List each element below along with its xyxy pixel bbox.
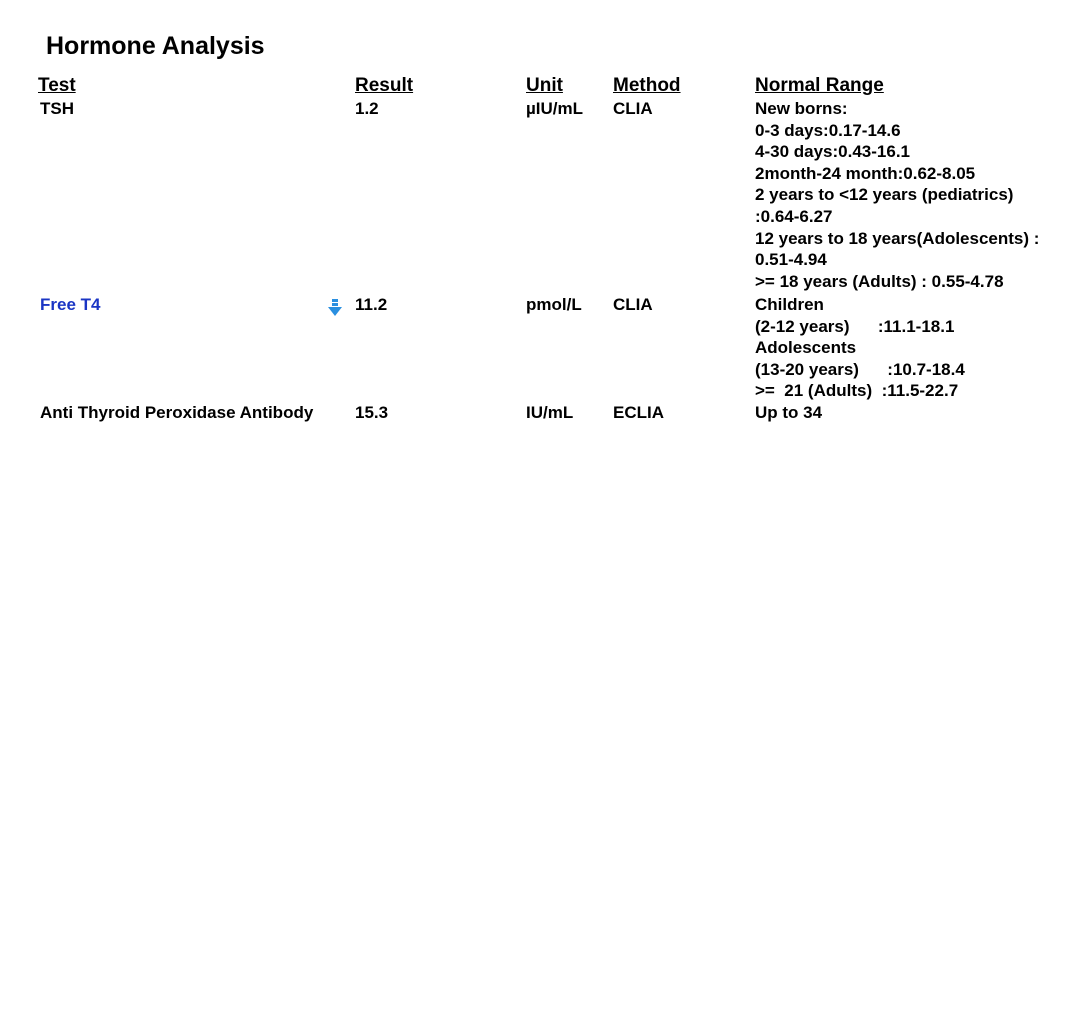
header-result: Result <box>355 75 414 96</box>
test-unit: pmol/L <box>526 295 582 314</box>
normal-range-line: Up to 34 <box>755 403 823 422</box>
header-test: Test <box>38 75 76 96</box>
normal-range-line: 4-30 days:0.43-16.1 <box>755 142 910 162</box>
normal-range-line: (2-12 years) :11.1-18.1 <box>755 316 955 336</box>
test-unit: IU/mL <box>526 403 574 422</box>
test-name: TSH <box>40 99 74 118</box>
test-method: CLIA <box>613 295 653 314</box>
normal-range-line: (13-20 years) :10.7-18.4 <box>755 359 965 379</box>
test-method: ECLIA <box>613 403 664 422</box>
test-method: CLIA <box>613 99 653 118</box>
normal-range-line: 0-3 days:0.17-14.6 <box>755 120 901 140</box>
page-title: Hormone Analysis <box>46 32 265 60</box>
normal-range-line: >= 21 (Adults) :11.5-22.7 <box>755 381 959 401</box>
header-normal-range: Normal Range <box>755 75 884 96</box>
header-method: Method <box>613 75 681 96</box>
normal-range <box>755 294 965 402</box>
normal-range <box>755 402 822 424</box>
header-unit: Unit <box>526 75 563 96</box>
normal-range-line: 0.51-4.94 <box>755 250 827 270</box>
normal-range-line: 2month-24 month:0.62-8.05 <box>755 163 976 183</box>
normal-range-line: 2 years to <12 years (pediatrics) <box>755 185 1014 205</box>
normal-range-line: :0.64-6.27 <box>755 206 833 226</box>
test-unit: µIU/mL <box>526 99 584 118</box>
test-result: 15.3 <box>355 403 389 422</box>
normal-range-line: Children <box>755 295 824 314</box>
normal-range-line: New borns: <box>755 99 848 118</box>
test-name-link[interactable]: Free T4 <box>40 295 101 314</box>
test-name: Anti Thyroid Peroxidase Antibody <box>40 403 314 422</box>
normal-range <box>755 98 1039 292</box>
normal-range-line: >= 18 years (Adults) : 0.55-4.78 <box>755 271 1004 291</box>
arrow-down-icon <box>328 299 342 317</box>
normal-range-line: 12 years to 18 years(Adolescents) : <box>755 228 1040 248</box>
test-result: 1.2 <box>355 99 379 118</box>
test-result: 11.2 <box>355 295 388 314</box>
normal-range-line: Adolescents <box>755 338 857 358</box>
